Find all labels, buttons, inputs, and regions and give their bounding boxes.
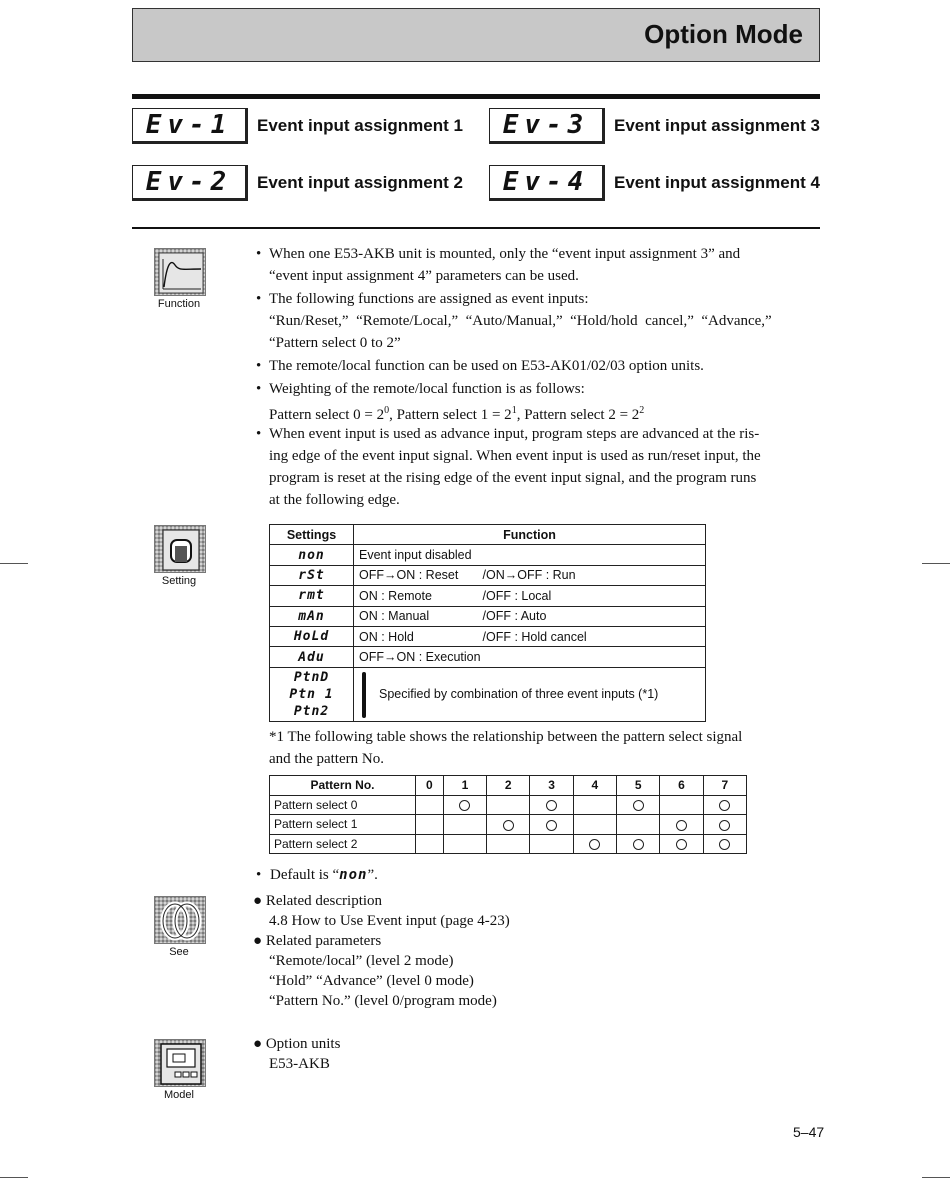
text-line: ing edge of the event input signal. When event input is used as run/reset input, the [269, 448, 761, 464]
option-units-section [253, 1034, 340, 1074]
column-header: Function [354, 525, 706, 545]
text-line: “Pattern select 0 to 2” [269, 335, 401, 351]
setting-code-group [270, 667, 354, 721]
function-text: /OFF : Hold cancel [478, 626, 706, 646]
text-line: program is reset at the rising edge of the event input signal, and the program runs [269, 470, 757, 486]
function-text: /OFF : Local [478, 586, 706, 606]
text-line: *1 The following table shows the relationship between the pattern select signal [269, 729, 743, 745]
option-units-item: E53-AKB [269, 1056, 330, 1072]
table-cell [573, 815, 616, 835]
text-line: Weighting of the remote/local function is as follows: [269, 381, 585, 397]
weighting-text: Pattern select 0 = 2 [269, 407, 385, 423]
bullet-dot: • [256, 867, 262, 883]
table-row [270, 565, 706, 585]
table-cell [443, 834, 486, 854]
page-header [132, 8, 820, 62]
page-number: 5–47 [793, 1124, 825, 1140]
default-note [256, 864, 378, 886]
table-cell [487, 795, 530, 815]
lcd-display [132, 108, 248, 144]
circle-mark-icon [719, 800, 730, 811]
function-text: /OFF : Auto [478, 606, 706, 626]
table-cell [573, 795, 616, 815]
setting-hand-icon [154, 525, 206, 573]
table-cell [416, 795, 444, 815]
table-cell [660, 815, 703, 835]
function-text: ON : Remote [354, 586, 478, 606]
bracket-bar [362, 672, 366, 718]
column-header: 2 [487, 776, 530, 796]
text-line: The remote/local function can be used on E53-AK01/02/03 option units. [269, 358, 704, 374]
related-parameters-title: Related parameters [265, 933, 382, 949]
column-header: 1 [443, 776, 486, 796]
column-header: 5 [617, 776, 660, 796]
setting-code: Ptn 1 [289, 686, 334, 702]
bullet-item [256, 243, 822, 287]
function-text: Specified by combination of three event inputs (*1) [379, 687, 659, 702]
bullet-marker: ● [253, 1036, 263, 1052]
parameter-code: Ev-3 [502, 110, 590, 140]
table-row-pattern [270, 667, 706, 721]
column-header: 3 [530, 776, 573, 796]
circle-mark-icon [719, 839, 730, 850]
function-text: Event input disabled [354, 545, 706, 565]
text-line: and the pattern No. [269, 751, 384, 767]
table-row [270, 626, 706, 646]
function-text: OFF→ON : Reset [354, 565, 478, 585]
table-cell [617, 815, 660, 835]
bullet-dot: • [256, 426, 262, 442]
exponent: 2 [639, 405, 645, 416]
table-row [270, 834, 747, 854]
parameter-label: Event input assignment 4 [614, 173, 820, 192]
table-cell [416, 834, 444, 854]
related-section [253, 891, 510, 1011]
column-header: Settings [270, 525, 354, 545]
table-header-row [270, 776, 747, 796]
parameter-ev3 [489, 108, 820, 144]
bullet-item [256, 355, 822, 377]
function-graph-icon [154, 248, 206, 296]
column-header: 4 [573, 776, 616, 796]
crop-mark [922, 563, 950, 564]
setting-code: rmt [270, 586, 354, 606]
divider [132, 94, 820, 99]
text-line: at the following edge. [269, 492, 400, 508]
lcd-display [489, 165, 605, 201]
circle-mark-icon [676, 839, 687, 850]
circle-mark-icon [459, 800, 470, 811]
bullet-marker: ● [253, 893, 263, 909]
related-description-title: Related description [265, 893, 383, 909]
related-description-item: 4.8 How to Use Event input (page 4-23) [269, 913, 510, 929]
setting-code: PtnD [293, 669, 330, 685]
table-cell [443, 795, 486, 815]
table-row [270, 586, 706, 606]
related-parameter: “Remote/local” (level 2 mode) [269, 953, 454, 969]
table-cell [617, 795, 660, 815]
default-prefix: Default is “ [270, 867, 340, 883]
footnote [269, 726, 829, 770]
table-cell [443, 815, 486, 835]
column-header: 6 [660, 776, 703, 796]
divider [132, 227, 820, 229]
table-row [270, 606, 706, 626]
parameter-ev2 [132, 165, 463, 201]
table-row [270, 545, 706, 565]
function-text: ON : Hold [354, 626, 478, 646]
crop-mark [922, 1177, 950, 1178]
parameter-ev1 [132, 108, 463, 144]
circle-mark-icon [503, 820, 514, 831]
circle-mark-icon [546, 820, 557, 831]
row-label: Pattern select 2 [270, 834, 416, 854]
setting-code: rSt [270, 565, 354, 585]
table-cell [703, 795, 746, 815]
crop-mark [0, 1177, 28, 1178]
weighting-text: , Pattern select 2 = 2 [516, 407, 640, 423]
setting-code: non [270, 545, 354, 565]
row-label: Pattern select 1 [270, 815, 416, 835]
setting-code: Ptn2 [293, 703, 330, 719]
bullet-dot: • [256, 358, 262, 374]
bullet-item [256, 423, 822, 511]
table-cell [487, 834, 530, 854]
related-parameter: “Pattern No.” (level 0/program mode) [269, 993, 497, 1009]
parameter-label: Event input assignment 3 [614, 116, 820, 135]
function-text: ON : Manual [354, 606, 478, 626]
parameter-label: Event input assignment 1 [257, 116, 463, 135]
function-cell [354, 667, 706, 721]
icon-caption: Function [157, 298, 201, 310]
table-cell [573, 834, 616, 854]
table-cell [617, 834, 660, 854]
table-row [270, 815, 747, 835]
table-cell [487, 815, 530, 835]
default-code: non [339, 867, 368, 883]
row-label: Pattern select 0 [270, 795, 416, 815]
lcd-display [489, 108, 605, 144]
table-cell [530, 795, 573, 815]
function-text: OFF→ON : Execution [354, 647, 706, 667]
bullet-marker: ● [253, 933, 263, 949]
related-parameter: “Hold” “Advance” (level 0 mode) [269, 973, 474, 989]
function-text: /ON→OFF : Run [478, 565, 706, 585]
circle-mark-icon [633, 839, 644, 850]
icon-caption: Model [164, 1089, 194, 1101]
parameter-code: Ev-4 [502, 167, 590, 197]
exponent: 0 [384, 405, 390, 416]
icon-caption: See [169, 946, 189, 958]
parameter-ev4 [489, 165, 820, 201]
model-device-icon [154, 1039, 206, 1087]
option-units-title: Option units [265, 1036, 341, 1052]
circle-mark-icon [546, 800, 557, 811]
setting-code: Adu [270, 647, 354, 667]
setting-code: HoLd [270, 626, 354, 646]
table-row [270, 647, 706, 667]
table-cell [416, 815, 444, 835]
pattern-table [269, 775, 747, 854]
exponent: 1 [511, 405, 517, 416]
text-line: The following functions are assigned as event inputs: [269, 291, 589, 307]
weighting-text: , Pattern select 1 = 2 [389, 407, 512, 423]
settings-table [269, 524, 706, 722]
bullet-item [256, 378, 822, 426]
table-cell [703, 815, 746, 835]
table-cell [660, 834, 703, 854]
table-cell [530, 815, 573, 835]
text-line: When event input is used as advance input, program steps are advanced at the ris- [269, 426, 760, 442]
table-cell [530, 834, 573, 854]
parameter-code: Ev-2 [145, 167, 233, 197]
table-cell [703, 834, 746, 854]
see-rings-icon [154, 896, 206, 944]
table-header-row [270, 525, 706, 545]
table-row [270, 795, 747, 815]
bullet-item [256, 288, 822, 354]
parameter-label: Event input assignment 2 [257, 173, 463, 192]
column-header: 7 [703, 776, 746, 796]
default-suffix: ”. [367, 867, 378, 883]
circle-mark-icon [719, 820, 730, 831]
text-line: When one E53-AKB unit is mounted, only the “event input assignment 3” and [269, 246, 741, 262]
circle-mark-icon [676, 820, 687, 831]
bullet-dot: • [256, 246, 262, 262]
crop-mark [0, 563, 28, 564]
lcd-display [132, 165, 248, 201]
column-header: 0 [416, 776, 444, 796]
text-line: “event input assignment 4” parameters can be used. [269, 268, 579, 284]
icon-caption: Setting [161, 575, 197, 587]
page-title: Option Mode [644, 19, 803, 49]
text-line: “Run/Reset,” “Remote/Local,” “Auto/Manual,” “Hold/hold cancel,” “Advance,” [269, 313, 772, 329]
parameter-code: Ev-1 [145, 110, 233, 140]
table-cell [660, 795, 703, 815]
circle-mark-icon [589, 839, 600, 850]
column-header: Pattern No. [270, 776, 416, 796]
setting-code: mAn [270, 606, 354, 626]
bullet-dot: • [256, 291, 262, 307]
bullet-dot: • [256, 381, 262, 397]
circle-mark-icon [633, 800, 644, 811]
